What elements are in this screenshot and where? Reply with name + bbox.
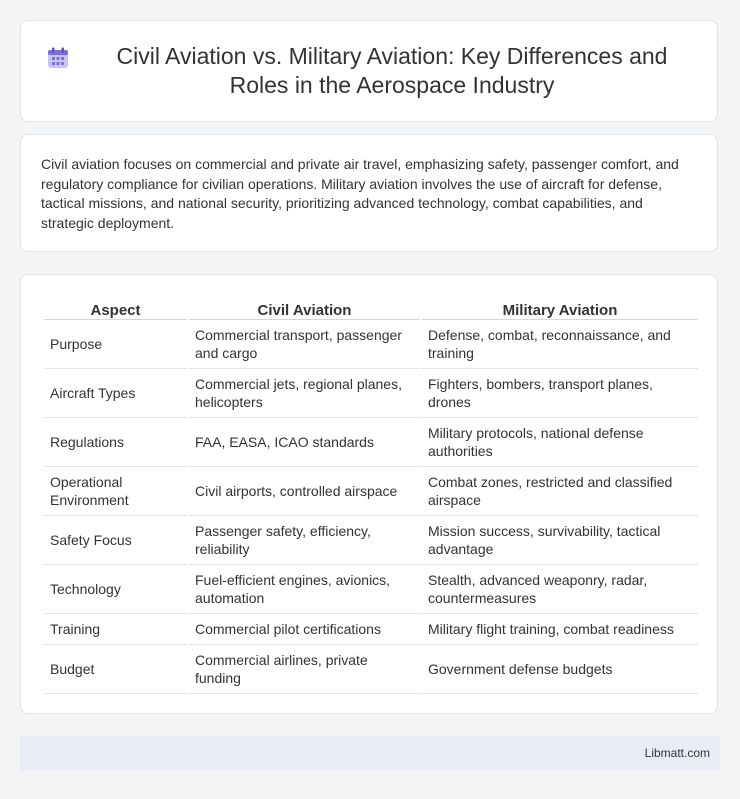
table-row bbox=[44, 516, 698, 565]
aspect-cell: Purpose bbox=[44, 320, 187, 369]
footer bbox=[20, 736, 720, 770]
table-row bbox=[44, 614, 698, 645]
header-military-aviation: Military Aviation bbox=[422, 295, 698, 320]
military-cell: Defense, combat, reconnaissance, and training bbox=[422, 320, 698, 369]
header-civil-aviation: Civil Aviation bbox=[189, 295, 420, 320]
table-row bbox=[44, 320, 698, 369]
military-cell: Mission success, survivability, tactical advantage bbox=[422, 516, 698, 565]
table-row bbox=[44, 418, 698, 467]
civil-cell: Commercial transport, passenger and cargo bbox=[189, 320, 420, 369]
military-cell: Combat zones, restricted and classified airspace bbox=[422, 467, 698, 516]
military-cell: Fighters, bombers, transport planes, drones bbox=[422, 369, 698, 418]
military-cell: Government defense budgets bbox=[422, 645, 698, 694]
aspect-cell: Safety Focus bbox=[44, 516, 187, 565]
table-header-row bbox=[44, 295, 698, 320]
military-cell: Military flight training, combat readiness bbox=[422, 614, 698, 645]
civil-cell: Fuel-efficient engines, avionics, automation bbox=[189, 565, 420, 614]
aspect-cell: Budget bbox=[44, 645, 187, 694]
aspect-cell: Training bbox=[44, 614, 187, 645]
table-row bbox=[44, 369, 698, 418]
civil-cell: Commercial jets, regional planes, helicopters bbox=[189, 369, 420, 418]
title-wrap bbox=[46, 42, 692, 100]
aspect-cell: Operational Environment bbox=[44, 467, 187, 516]
intro-text: Civil aviation focuses on commercial and private air travel, emphasizing safety, passenger comfort, and regulatory compliance for civilian operations. Military aviation involves the use of aircraft for defense, tactical missions, and national security, prioritizing advanced technology, combat capabilities, and strategic deployment. bbox=[41, 156, 679, 231]
calendar-icon bbox=[46, 46, 70, 70]
aspect-cell: Aircraft Types bbox=[44, 369, 187, 418]
aspect-cell: Technology bbox=[44, 565, 187, 614]
civil-cell: Commercial pilot certifications bbox=[189, 614, 420, 645]
aspect-cell: Regulations bbox=[44, 418, 187, 467]
table-row bbox=[44, 467, 698, 516]
comparison-table bbox=[42, 295, 700, 694]
comparison-card bbox=[20, 274, 718, 714]
military-cell: Military protocols, national defense authorities bbox=[422, 418, 698, 467]
title-card bbox=[20, 20, 718, 122]
civil-cell: Civil airports, controlled airspace bbox=[189, 467, 420, 516]
table-row bbox=[44, 645, 698, 694]
page-title: Civil Aviation vs. Military Aviation: Key Differences and Roles in the Aerospace Industry bbox=[116, 43, 668, 98]
civil-cell: Commercial airlines, private funding bbox=[189, 645, 420, 694]
table-row bbox=[44, 565, 698, 614]
intro-card bbox=[20, 134, 718, 252]
header-aspect: Aspect bbox=[44, 295, 187, 320]
civil-cell: Passenger safety, efficiency, reliability bbox=[189, 516, 420, 565]
footer-brand[interactable]: Libmatt.com bbox=[644, 746, 710, 760]
civil-cell: FAA, EASA, ICAO standards bbox=[189, 418, 420, 467]
military-cell: Stealth, advanced weaponry, radar, countermeasures bbox=[422, 565, 698, 614]
